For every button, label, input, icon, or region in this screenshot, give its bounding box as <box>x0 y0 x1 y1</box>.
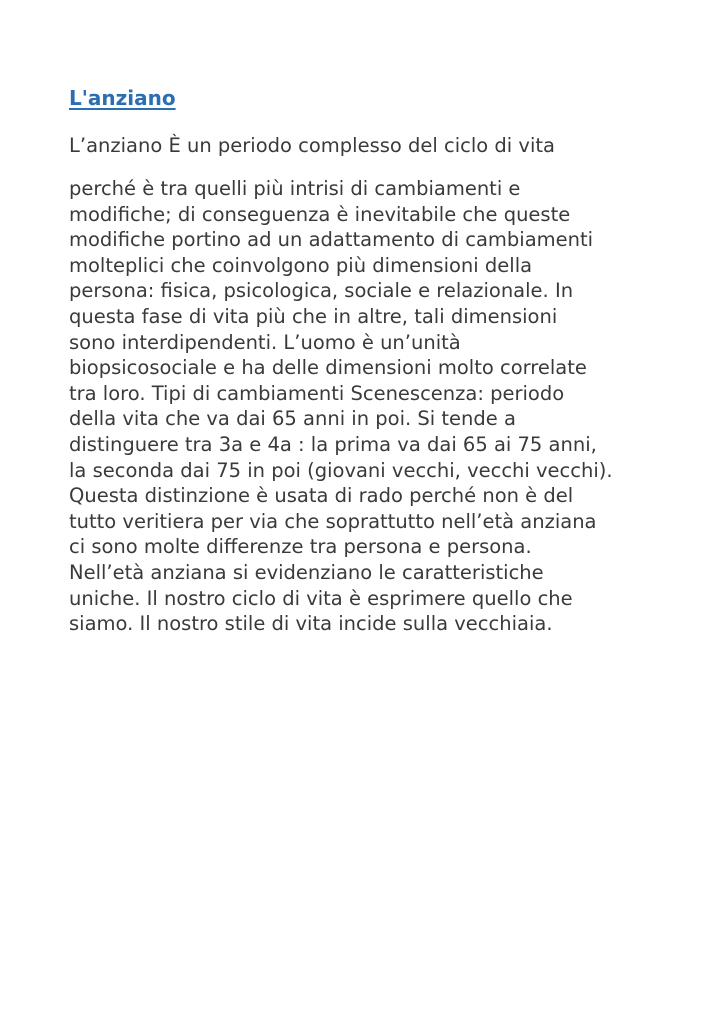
intro-line: L’anziano È un periodo complesso del ciclo di vita <box>69 134 555 157</box>
body-paragraph <box>69 176 669 637</box>
paragraph-line: uniche. Il nostro ciclo di vita è esprimere quello che <box>69 586 573 610</box>
paragraph-line: della vita che va dai 65 anni in poi. Si tende a <box>69 407 516 431</box>
paragraph-line: distinguere tra 3a e 4a : la prima va dai 65 ai 75 anni, <box>69 432 597 456</box>
paragraph-line: molteplici che coinvolgono più dimensioni della <box>69 253 533 277</box>
paragraph-line: Questa distinzione è usata di rado perché non è del <box>69 484 574 508</box>
paragraph-line: siamo. Il nostro stile di vita incide sulla vecchiaia. <box>69 612 553 636</box>
paragraph-line: modifiche; di conseguenza è inevitabile che queste <box>69 202 571 226</box>
paragraph-line: questa fase di vita più che in altre, tali dimensioni <box>69 304 558 328</box>
paragraph-line: tutto veritiera per via che soprattutto nell’età anziana <box>69 509 597 533</box>
paragraph-line: persona: fisica, psicologica, sociale e relazionale. In <box>69 279 574 303</box>
paragraph-line: Nell’età anziana si evidenziano le caratteristiche <box>69 560 544 584</box>
paragraph-line: perché è tra quelli più intrisi di cambiamenti e <box>69 177 521 200</box>
paragraph-line: tra loro. Tipi di cambiamenti Scenescenza: periodo <box>69 381 565 405</box>
paragraph-line: sono interdipendenti. L’uomo è un’unità <box>69 330 461 354</box>
paragraph-line: ci sono molte differenze tra persona e persona. <box>69 535 532 559</box>
paragraph-line: biopsicosociale e ha delle dimensioni molto correlate <box>69 356 587 380</box>
document-title-link[interactable]: L'anziano <box>69 86 176 110</box>
paragraph-line: la seconda dai 75 in poi (giovani vecchi, vecchi vecchi). <box>69 458 613 482</box>
paragraph-line: modifiche portino ad un adattamento di cambiamenti <box>69 228 594 252</box>
